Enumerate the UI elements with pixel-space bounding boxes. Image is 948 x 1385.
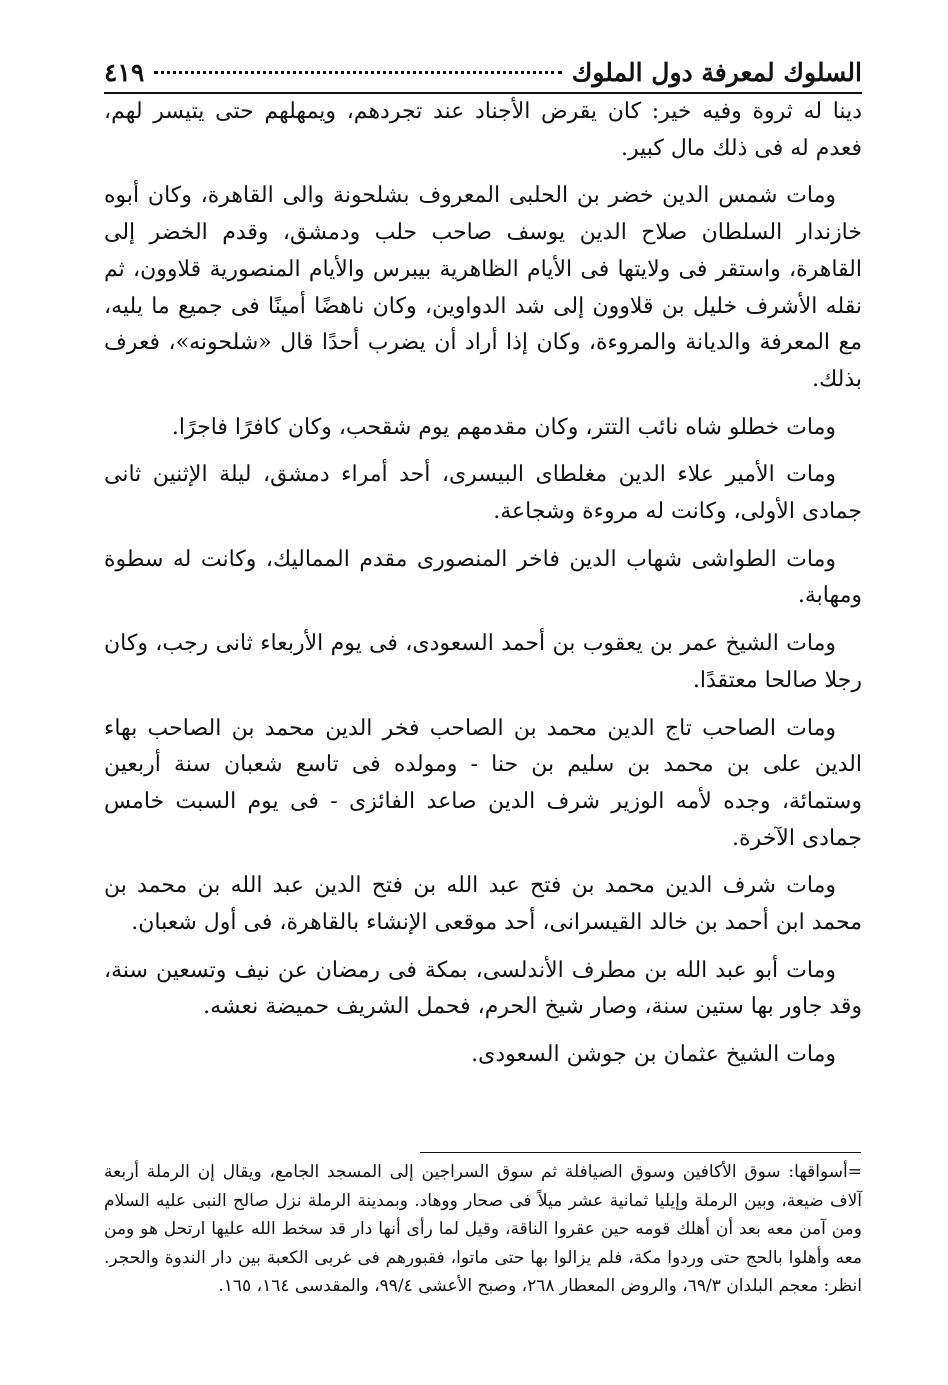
paragraph-uthman: ومات الشيخ عثمان بن جوشن السعودى. <box>471 1042 836 1068</box>
paragraph-fakhir: ومات الطواشى شهاب الدين فاخر المنصورى مقدم المماليك، وكانت له سطوة ومهابة. <box>104 546 862 609</box>
footnote <box>104 1158 862 1301</box>
footnote-text: =أسواقها: سوق الأكافين وسوق الصيافلة ثم سوق السراجين إلى المسجد الجامع، ويقال إن الرملة أربعة آلاف ضيعة، وبين الرملة وإيليا ثمانية عشر ميلاً فى صحار ووهاد. وبمدينة الرملة نزل صالح النبى عليه السلام ومن آمن معه بعد أن أهلك قومه حين عقروا الناقة، وقيل لما رأى أنها دار قد سخط الله عليها ارتحل هو ومن معه وأهلوا بالحج حتى وردوا مكة، فلم يزالوا بها حتى ماتوا، فقبورهم فى غربى الكعبة بين دار الندوة والحجر. انظر: معجم البلدان ٦٩/٣، والروض المعطار ٢٦٨، وصبح الأعشى ٩٩/٤، والمقدسى ١٦٤، ١٦٥. <box>104 1162 862 1296</box>
page-number: ٤١٩ <box>104 57 145 87</box>
paragraph-umar: ومات الشيخ عمر بن يعقوب بن أحمد السعودى، فى يوم الأربعاء ثانى رجب، وكان رجلا صالحا معتقدًا. <box>104 631 862 693</box>
paragraph-continuation: دينا له ثروة وفيه خير: كان يقرض الأجناد عند تجردهم، ويمهلهم حتى يتيسر لهم، فعدم له فى ذلك مال كبير. <box>104 99 862 161</box>
main-text <box>104 94 862 1085</box>
paragraph-khatlu-shah: ومات خطلو شاه نائب التتر، وكان مقدمهم يوم شقحب، وكان كافرًا فاجرًا. <box>171 414 836 440</box>
paragraph-shams-al-din: ومات شمس الدين خضر بن الحلبى المعروف بشلحونة والى القاهرة، وكان أبوه خازندار السلطان صلاح الدين يوسف صاحب حلب ودمشق، وقدم الخضر إلى القاهرة، واستقر فى ولايتها فى الأيام الظاهرية بيبرس والأيام المنصورية قلاوون، ثم نقله الأشرف خليل بن قلاوون إلى شد الدواوين، وكان ناهضًا أمينًا فى جميع ما يليه، مع المعرفة والديانة والمروءة، وكان إذا أراد أن يضرب أحدًا قال «شلحونه»، فعرف بذلك. <box>104 183 862 392</box>
running-title: السلوك لمعرفة دول الملوك <box>571 57 862 87</box>
paragraph-mughaltay: ومات الأمير علاء الدين مغلطاى البيسرى، أحد أمراء دمشق، ليلة الإثنين ثانى جمادى الأولى، وكانت له مروءة وشجاعة. <box>104 462 862 525</box>
footnote-separator <box>420 1152 861 1153</box>
paragraph-sharaf-al-din: ومات شرف الدين محمد بن فتح عبد الله بن فتح الدين عبد الله بن محمد بن محمد ابن أحمد بن خالد القيسرانى، أحد موقعى الإنشاء بالقاهرة، فى أول شعبان. <box>104 873 862 936</box>
paragraph-abu-abdallah: ومات أبو عبد الله بن مطرف الأندلسى، بمكة فى رمضان عن نيف وتسعين سنة، وقد جاور بها ستين سنة، وصار شيخ الحرم، فحمل الشريف حميضة نعشه. <box>104 957 862 1020</box>
header-dot-leader <box>154 71 561 74</box>
paragraph-taj-al-din: ومات الصاحب تاج الدين محمد بن الصاحب فخر الدين محمد بن الصاحب بهاء الدين على بن محمد بن سليم بن حنا - ومولده فى تاسع شعبان سنة أربعين وستمائة، وجده لأمه الوزير شرف الدين صاعد الفائزى - فى يوم السبت خامس جمادى الآخرة. <box>104 715 862 851</box>
page-header <box>104 52 862 94</box>
